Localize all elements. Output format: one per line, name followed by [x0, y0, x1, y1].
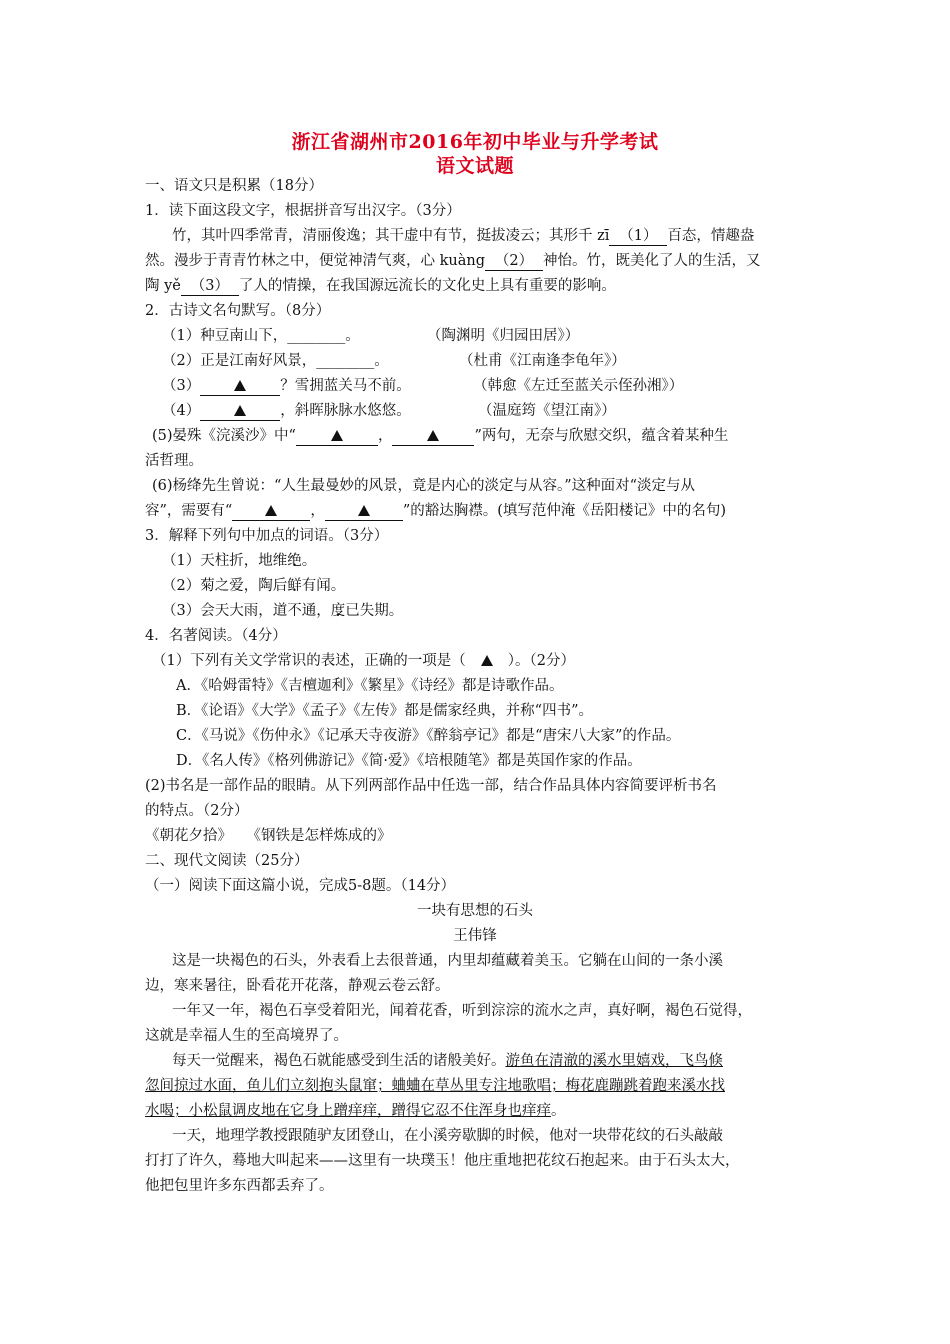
emphasis-dot-char: 度	[330, 603, 346, 619]
q2-source-3: （韩愈《左迁至蓝关示侄孙湘》）	[473, 378, 684, 394]
story-paragraph: 一年又一年，褐色石享受着阳光，闻着花香，听到淙淙的流水之声，真好啊，褐色石觉得，	[172, 1003, 752, 1019]
triangle-icon	[265, 505, 277, 516]
q2-item-5: (5)晏殊《浣溪沙》中“ ， ”两句，无奈与欣慰交织，蕴含着某种生	[152, 428, 729, 444]
q2-item-5-cont: 活哲理。	[145, 453, 203, 469]
q2-source-4: （温庭筠《望江南》）	[478, 403, 616, 419]
q2-item-1: （1）种豆南山下，________。	[162, 328, 360, 344]
q2-item-6: (6)杨绛先生曾说：“人生最曼妙的风景，竟是内心的淡定与从容。”这种面对“淡定与从	[152, 478, 696, 494]
emphasis-dot-char: 绝	[287, 553, 302, 569]
triangle-icon	[234, 405, 246, 416]
q1-line1: 竹，其叶四季常青，清丽俊逸；其干虚中有节，挺拔凌云；其形千 zī （1） 百态，情趣盎	[172, 228, 755, 244]
q1-blank-2: （2）	[485, 252, 543, 271]
exam-subtitle: 语文试题	[435, 155, 514, 177]
q2-blank-5a	[296, 427, 378, 446]
underlined-passage: 忽间掠过水面，鱼儿们立刻抱头鼠窜；蛐蛐在草丛里专注地歌唱；梅花鹿蹦跳着跑来溪水找	[145, 1078, 725, 1094]
story-paragraph-cont: 打打了许久，蓦地大叫起来——这里有一块璞玉！他庄重地把花纹石抱起来。由于石头太大，	[145, 1153, 740, 1169]
q2-source-2: （杜甫《江南逢李龟年》）	[459, 353, 626, 369]
q2-blank-3	[200, 377, 280, 396]
emphasis-dot-char: 鲜	[287, 578, 302, 594]
q2-item-6-cont: 容”，需要有“ ， ”的豁达胸襟。(填写范仲淹《岳阳楼记》中的名句)	[145, 503, 727, 519]
q3-item-3: （3）会天大雨，道不通，度已失期。	[162, 603, 404, 619]
story-paragraph-cont: 他把包里许多东西都丢弃了。	[145, 1178, 334, 1194]
q1-stem: 1．读下面这段文字，根据拼音写出汉字。（3分）	[145, 203, 461, 219]
q2-item-4: （4） ，斜晖脉脉水悠悠。	[162, 403, 411, 419]
q4-option-a: A．《哈姆雷特》《吉檀迦利》《繁星》《诗经》都是诗歌作品。	[176, 678, 564, 694]
story-author: 王伟锋	[453, 928, 497, 944]
q1-blank-1: （1）	[609, 227, 667, 246]
q2-blank-4	[200, 402, 280, 421]
story-paragraph: 这是一块褐色的石头，外表看上去很普通，内里却蕴藏着美玉。它躺在山间的一条小溪	[172, 953, 723, 969]
q4-book-choices: 《朝花夕拾》 《钢铁是怎样炼成的》	[145, 828, 392, 844]
story-paragraph-cont	[145, 1074, 725, 1098]
triangle-icon	[234, 380, 246, 391]
story-paragraph-cont: 水喝；小松鼠调皮地在它身上蹭痒痒，蹭得它忍不住浑身也痒痒。	[145, 1103, 566, 1119]
q2-item-2: （2）正是江南好风景，________。	[162, 353, 389, 369]
q3-item-1: （1）天柱折，地维绝。	[162, 553, 317, 569]
q1-blank-3: （3）	[181, 277, 239, 296]
story-paragraph-cont: 这就是幸福人生的至高境界了。	[145, 1028, 348, 1044]
part2-sub-heading: （一）阅读下面这篇小说，完成5-8题。（14分）	[145, 878, 456, 894]
triangle-icon	[427, 430, 439, 441]
story-paragraph-cont: 边，寒来暑往，卧看花开花落，静观云卷云舒。	[145, 978, 450, 994]
q4-option-d: D．《名人传》《格列佛游记》《简·爱》《培根随笔》都是英国作家的作品。	[176, 753, 642, 769]
q2-blank-6a	[232, 502, 310, 521]
underlined-passage: 游鱼在清澈的溪水里嬉戏，飞鸟倏	[505, 1053, 723, 1069]
q4-stem: 4．名著阅读。（4分）	[145, 628, 287, 644]
q4-option-b: B．《论语》《大学》《孟子》《左传》都是儒家经典，并称“四书”。	[176, 703, 593, 719]
q2-item-3: （3） ？雪拥蓝关马不前。	[162, 378, 411, 394]
q3-stem: 3．解释下列句中加点的词语。（3分）	[145, 528, 389, 544]
q2-blank-6b	[325, 502, 403, 521]
q4-part2-stem: (2)书名是一部作品的眼睛。从下列两部作品中任选一部，结合作品具体内容简要评析书名	[145, 778, 717, 794]
q1-line2: 然。漫步于青青竹林之中，便觉神清气爽，心 kuàng （2） 神怡。竹，既美化了人的生活，又	[145, 253, 761, 269]
story-paragraph: 每天一觉醒来，褐色石就能感受到生活的诸般美好。游鱼在清澈的溪水里嬉戏，飞鸟倏	[172, 1053, 723, 1069]
exam-title: 浙江省湖州市2016年初中毕业与升学考试	[291, 131, 659, 153]
story-title: 一块有思想的石头	[417, 903, 533, 919]
answer-placeholder	[466, 649, 508, 673]
part1-heading: 一、语文只是积累（18分）	[145, 178, 323, 194]
q2-stem: 2．古诗文名句默写。（8分）	[145, 303, 331, 319]
q4-part2-stem-cont: 的特点。（2分）	[145, 803, 249, 819]
triangle-icon	[481, 655, 493, 666]
q3-item-2: （2）菊之爱，陶后鲜有闻。	[162, 578, 346, 594]
part2-heading: 二、现代文阅读（25分）	[145, 853, 309, 869]
triangle-icon	[331, 430, 343, 441]
q4-part1-stem: （1）下列有关文学常识的表述，正确的一项是（ ）。（2分）	[152, 649, 575, 673]
q1-line3: 陶 yě （3） 了人的情操，在我国源远流长的文化史上具有重要的影响。	[145, 278, 616, 294]
q2-source-1: （陶渊明《归园田居》）	[427, 328, 580, 344]
triangle-icon	[358, 505, 370, 516]
q4-option-c: C．《马说》《伤仲永》《记承天寺夜游》《醉翁亭记》都是“唐宋八大家”的作品。	[176, 728, 681, 744]
story-paragraph: 一天，地理学教授跟随驴友团登山，在小溪旁歇脚的时候，他对一块带花纹的石头敲敲	[172, 1128, 723, 1144]
underlined-passage: 水喝；小松鼠调皮地在它身上蹭痒痒，蹭得它忍不住浑身也痒痒	[145, 1103, 551, 1119]
q2-blank-5b	[392, 427, 474, 446]
